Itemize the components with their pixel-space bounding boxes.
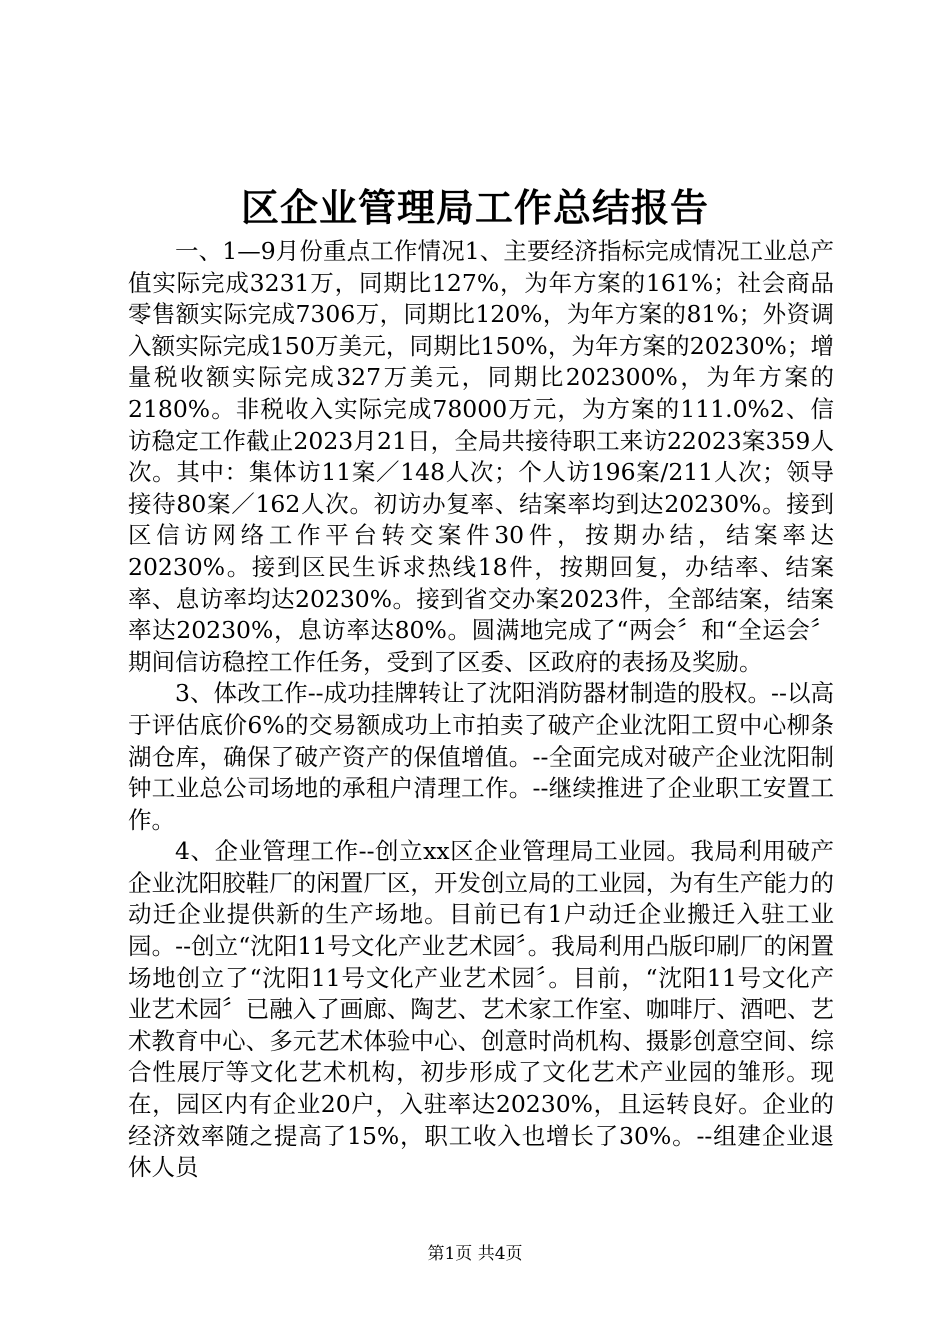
paragraph-reform-work: 3、体改工作--成功挂牌转让了沈阳消防器材制造的股权。--以高于评估底价6%的交易额成功上市拍卖了破产企业沈阳工贸中心柳条湖仓库，确保了破产资产的保值增值。--全面完成对破产企业沈阳制钟工业总公司场地的承租户清理工作。--继续推进了企业职工安置工作。 <box>128 679 834 834</box>
document-title: 区企业管理局工作总结报告 <box>240 185 709 230</box>
paragraph-key-work: 一、1—9月份重点工作情况1、主要经济指标完成情况工业总产值实际完成3231万，同期比127%，为年方案的161%；社会商品零售额实际完成7306万，同期比120%，为年方案的81%；外资调入额实际完成150万美元，同期比150%，为年方案的20230%；增量税收额实际完成327万美元，同期比202300%，为年方案的2180%。非税收入实际完成78000万元，为方案的111.0%2、信访稳定工作截止2023月21日，全局共接待职工来访22023案359人次。其中：集体访11案／148人次；个人访196案/211人次；领导接待80案／162人次。初访办复率、结案率均到达20230%。接到区信访网络工作平台转交案件30件，按期办结，结案率达20230%。接到区民生诉求热线18件，按期回复，办结率、结案率、息访率均达20230%。接到省交办案2023件，全部结案，结案率达20230%，息访率达80%。圆满地完成了“两会〞和“全运会〞期间信访稳控工作任务，受到了区委、区政府的表扬及奖励。 <box>128 237 834 676</box>
document-body <box>128 236 834 1184</box>
paragraph-enterprise-management: 4、企业管理工作--创立xx区企业管理局工业园。我局利用破产企业沈阳胶鞋厂的闲置厂区，开发创立局的工业园，为有生产能力的动迁企业提供新的生产场地。目前已有1户动迁企业搬迁入驻工业园。--创立“沈阳11号文化产业艺术园〞。我局利用凸版印刷厂的闲置场地创立了“沈阳11号文化产业艺术园〞。目前，“沈阳11号文化产业艺术园〞已融入了画廊、陶艺、艺术家工作室、咖啡厅、酒吧、艺术教育中心、多元艺术体验中心、创意时尚机构、摄影创意空间、综合性展厅等文化艺术机构，初步形成了文化艺术产业园的雏形。现在，园区内有企业20户，入驻率达20230%，且运转良好。企业的经济效率随之提高了15%，职工收入也增长了30%。--组建企业退休人员 <box>128 837 834 1182</box>
page-number-footer: 第1页 共4页 <box>427 1244 523 1264</box>
